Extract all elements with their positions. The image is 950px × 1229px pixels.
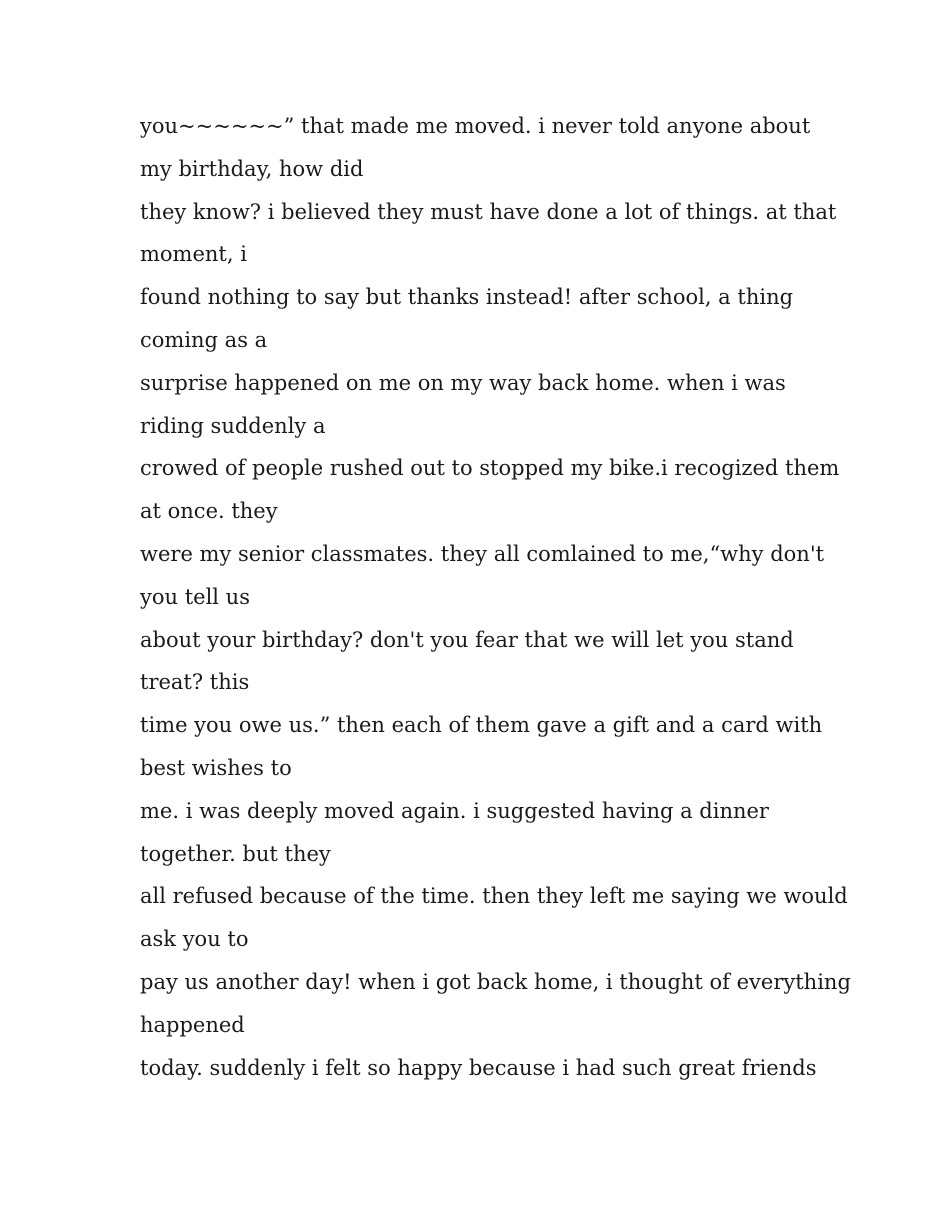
text-line: coming as a <box>140 327 268 352</box>
text-line: you~~~~~~” that made me moved. i never told anyone about <box>140 114 811 138</box>
text-line: found nothing to say but thanks instead! after school, a thing <box>140 285 794 310</box>
text-line: me. i was deeply moved again. i suggested having a dinner <box>140 798 769 823</box>
text-line: about your birthday? don't you fear that we will let you stand <box>140 627 794 652</box>
text-line: surprise happened on me on my way back home. when i was <box>140 370 786 395</box>
text-line: pay us another day! when i got back home, i thought of everything <box>140 969 851 994</box>
text-line: ask you to <box>140 927 249 952</box>
text-line: riding suddenly a <box>140 413 326 438</box>
text-line: they know? i believed they must have done a lot of things. at that <box>140 199 837 224</box>
text-line: time you owe us.” then each of them gave a gift and a card with <box>140 713 823 738</box>
text-line: moment, i <box>140 242 247 267</box>
text-line: were my senior classmates. they all comlained to me,“why don't <box>140 541 825 566</box>
text-line: my birthday, how did <box>140 156 364 181</box>
text-line: best wishes to <box>140 755 292 780</box>
text-line: today. suddenly i felt so happy because i had such great friends <box>140 1055 817 1080</box>
body-text <box>140 105 851 1089</box>
text-line: together. but they <box>140 841 331 866</box>
text-line: all refused because of the time. then they left me saying we would <box>140 884 848 909</box>
text-line: at once. they <box>140 499 278 524</box>
text-line: you tell us <box>140 584 250 609</box>
text-line: crowed of people rushed out to stopped my bike.i recogized them <box>140 456 840 481</box>
text-line: treat? this <box>140 670 250 695</box>
text-line: happened <box>140 1012 245 1037</box>
